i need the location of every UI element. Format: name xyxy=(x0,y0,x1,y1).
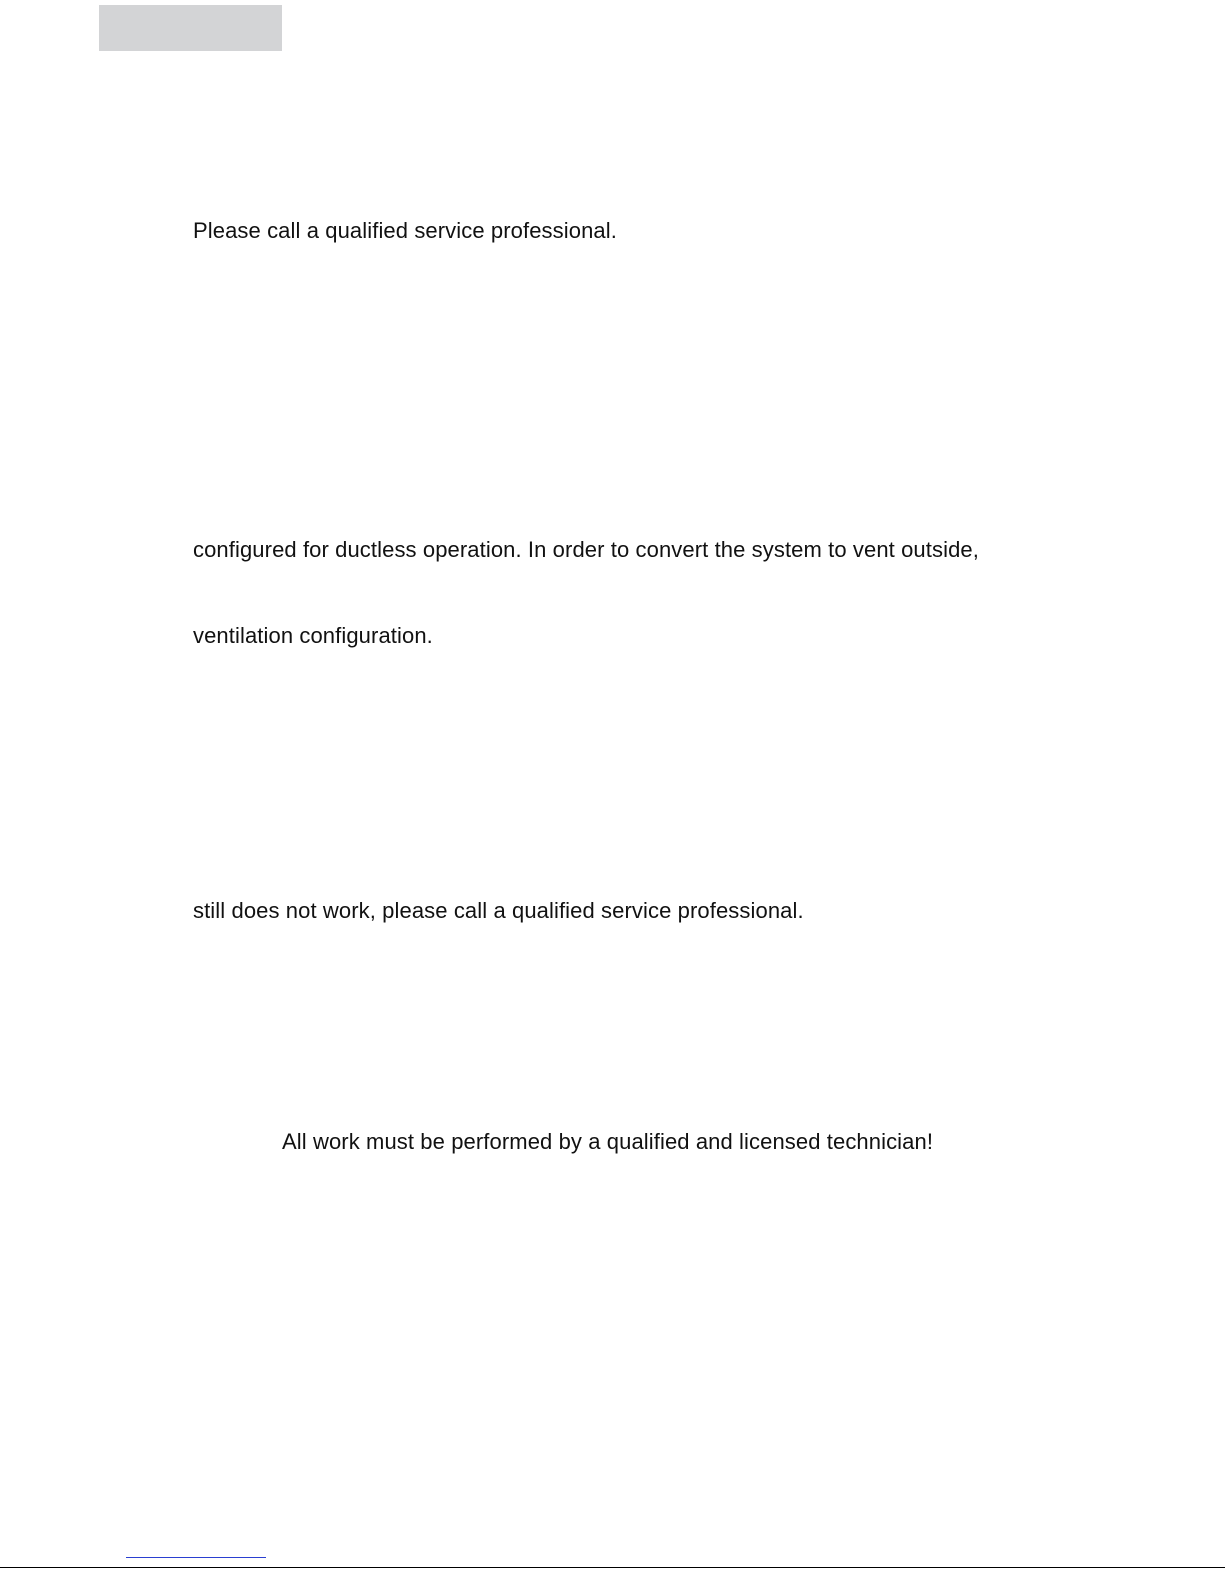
body-text-line: still does not work, please call a qualified service professional. xyxy=(193,898,804,923)
header-tab xyxy=(99,5,282,51)
body-text-line: Please call a qualified service professional. xyxy=(193,218,617,243)
body-text-line: configured for ductless operation. In order to convert the system to vent outside, xyxy=(193,537,979,562)
footer-accent-line xyxy=(126,1557,266,1558)
warning-text: All work must be performed by a qualified and licensed technician! xyxy=(282,1129,934,1154)
footer-rule xyxy=(0,1567,1225,1568)
body-text-line: ventilation configuration. xyxy=(193,623,433,648)
